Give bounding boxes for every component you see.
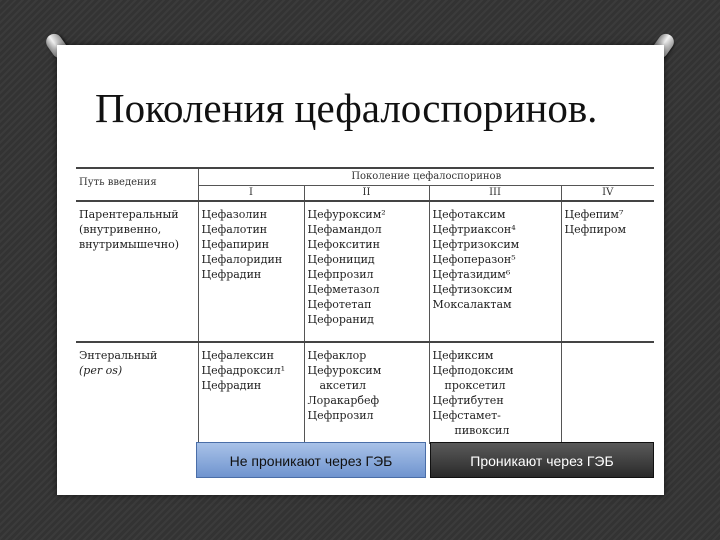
route-text: Парентеральный	[79, 208, 179, 221]
drug-name: Цефрадин	[201, 268, 262, 281]
generation-label: II	[304, 186, 429, 202]
gen2-cell	[304, 342, 429, 444]
route-header: Путь введения	[76, 168, 198, 201]
route-text: внутримышечно)	[79, 238, 180, 251]
generation-label: IV	[561, 186, 654, 202]
cephalosporin-table	[76, 167, 654, 450]
drug-name: Цефпрозил	[307, 268, 374, 281]
gen2-cell	[304, 201, 429, 342]
generation-header: Поколение цефалоспоринов	[198, 168, 654, 186]
drug-name: Цефуроксим	[307, 364, 382, 377]
drug-name: Цефтризоксим	[432, 238, 520, 251]
gen1-cell	[198, 342, 304, 444]
gen3-cell	[429, 201, 561, 342]
drug-name: Цефиксим	[432, 349, 494, 362]
gen3-cell	[429, 342, 561, 444]
gen1-cell	[198, 201, 304, 342]
drug-name: Цефоницид	[307, 253, 375, 266]
drug-name: Цефуроксим²	[307, 208, 386, 221]
drug-name: пивоксил	[454, 424, 510, 437]
drug-name: Цефалоридин	[201, 253, 283, 266]
drug-name: проксетил	[444, 379, 506, 392]
route-cell	[76, 342, 198, 444]
drug-name: Цефподоксим	[432, 364, 514, 377]
drug-name: Цефстамет-	[432, 409, 501, 422]
drug-name: Цефокситин	[307, 238, 380, 251]
drug-name: Цефамандол	[307, 223, 382, 236]
drug-name: Цефепим⁷	[564, 208, 624, 221]
drug-name: Цефметазол	[307, 283, 380, 296]
drug-name: Цефпиром	[564, 223, 627, 236]
slide-title: Поколения цефалоспоринов.	[95, 85, 598, 131]
bbb-label: Проникают через ГЭБ	[430, 442, 654, 478]
route-text: (внутривенно,	[79, 223, 162, 236]
drug-name: Цефтриаксон⁴	[432, 223, 516, 236]
route-text: Энтеральный	[79, 349, 158, 362]
generations-table	[76, 167, 654, 444]
drug-name: Цефотаксим	[432, 208, 506, 221]
drug-name: Цефрадин	[201, 379, 262, 392]
generation-label: III	[429, 186, 561, 202]
table-row	[76, 201, 654, 342]
bbb-legend	[196, 442, 654, 478]
drug-name: Моксалактам	[432, 298, 512, 311]
drug-name: аксетил	[319, 379, 367, 392]
drug-name: Цефтизоксим	[432, 283, 513, 296]
drug-name: Цефотетап	[307, 298, 372, 311]
drug-name: Цефадроксил¹	[201, 364, 285, 377]
route-text: (per os)	[79, 364, 123, 377]
table-row	[76, 342, 654, 444]
drug-name: Цефоперазон⁵	[432, 253, 516, 266]
gen4-cell	[561, 201, 654, 342]
drug-name: Цефпрозил	[307, 409, 374, 422]
drug-name: Цефтибутен	[432, 394, 504, 407]
drug-name: Цефапирин	[201, 238, 270, 251]
gen4-cell	[561, 342, 654, 444]
generation-label: I	[198, 186, 304, 202]
drug-name: Цефалексин	[201, 349, 274, 362]
drug-name: Цефаклор	[307, 349, 367, 362]
drug-name: Цефалотин	[201, 223, 268, 236]
route-cell	[76, 201, 198, 342]
drug-name: Цефазолин	[201, 208, 268, 221]
drug-name: Цефоранид	[307, 313, 374, 326]
no-bbb-label: Не проникают через ГЭБ	[196, 442, 426, 478]
drug-name: Цефтазидим⁶	[432, 268, 511, 281]
drug-name: Лоракарбеф	[307, 394, 380, 407]
